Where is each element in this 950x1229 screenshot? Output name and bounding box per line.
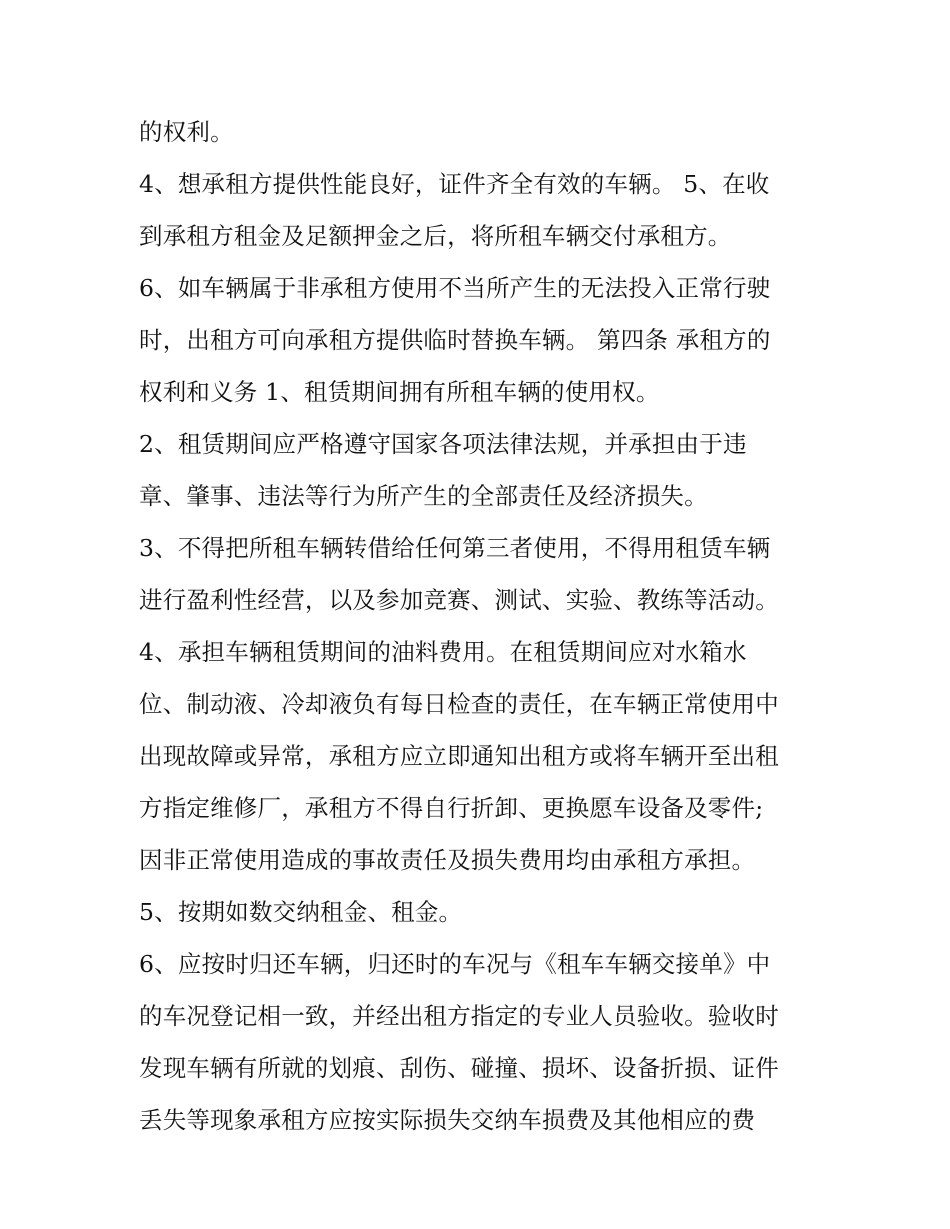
text-line: 6、如车辆属于非承租方使用不当所产生的无法投入正常行驶 xyxy=(139,274,771,302)
text-line: 权利和义务 1、租赁期间拥有所租车辆的使用权。 xyxy=(139,378,660,406)
text-line: 章、肇事、违法等行为所产生的全部责任及经济损失。 xyxy=(139,482,708,510)
text-line: 5、按期如数交纳租金、租金。 xyxy=(139,898,463,926)
text-line: 2、租赁期间应严格遵守国家各项法律法规，并承担由于违 xyxy=(139,430,747,458)
text-line: 的权利。 xyxy=(139,118,234,146)
text-line: 6、应按时归还车辆，归还时的车况与《租车车辆交接单》中 xyxy=(139,950,771,978)
text-line: 方指定维修厂，承租方不得自行折卸、更换愿车设备及零件; xyxy=(139,794,764,822)
text-line: 发现车辆有所就的划痕、刮伤、碰撞、损坏、设备折损、证件 xyxy=(139,1054,779,1082)
text-line: 时，出租方可向承租方提供临时替换车辆。 第四条 承租方的 xyxy=(139,326,771,354)
text-line: 位、制动液、冷却液负有每日检查的责任，在车辆正常使用中 xyxy=(139,690,779,718)
text-line: 因非正常使用造成的事故责任及损失费用均由承租方承担。 xyxy=(139,846,756,874)
text-line: 的车况登记相一致，并经出租方指定的专业人员验收。验收时 xyxy=(139,1002,779,1030)
text-line: 丢失等现象承租方应按实际损失交纳车损费及其他相应的费 xyxy=(139,1106,756,1134)
text-line: 出现故障或异常，承租方应立即通知出租方或将车辆开至出租 xyxy=(139,742,779,770)
text-line: 到承租方租金及足额押金之后，将所租车辆交付承租方。 xyxy=(139,222,732,250)
text-line: 4、承担车辆租赁期间的油料费用。在租赁期间应对水箱水 xyxy=(139,638,747,666)
text-line: 进行盈利性经营，以及参加竞赛、测试、实验、教练等活动。 xyxy=(139,586,779,614)
text-line: 3、不得把所租车辆转借给任何第三者使用，不得用租赁车辆 xyxy=(139,534,771,562)
document-body xyxy=(139,106,819,1146)
text-line: 4、想承租方提供性能良好，证件齐全有效的车辆。 5、在收 xyxy=(139,170,770,198)
